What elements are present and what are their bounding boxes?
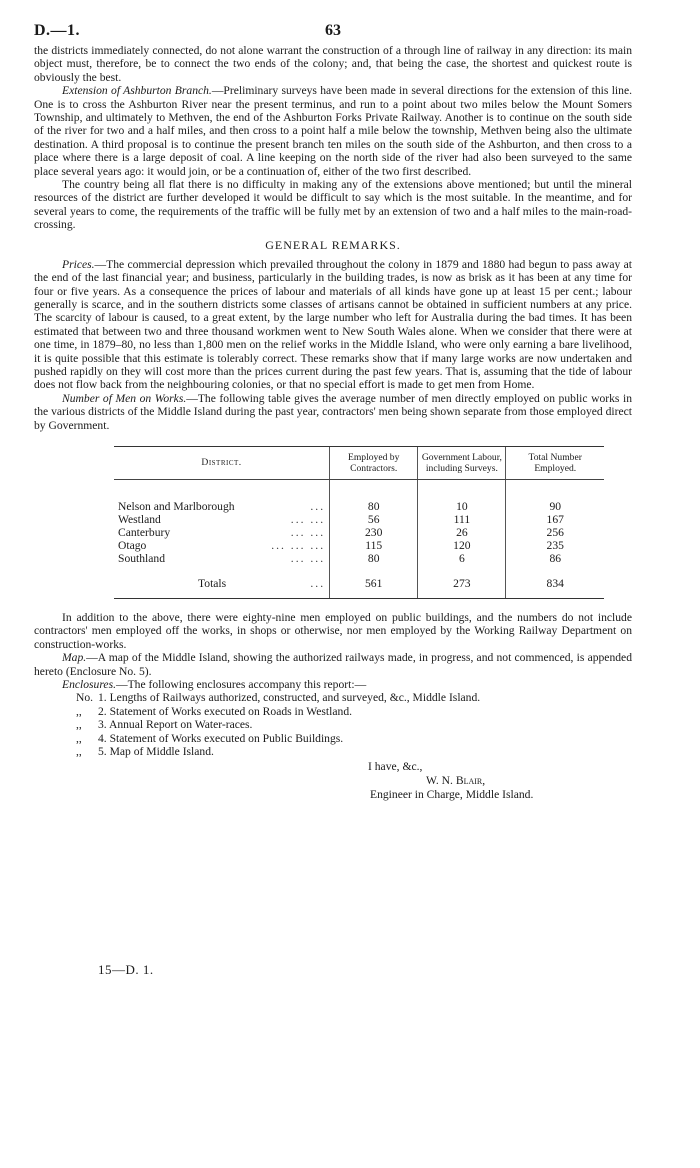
signature-title: Engineer in Charge, Middle Island.: [370, 788, 534, 802]
page-footer: 15—D. 1.: [98, 962, 154, 977]
paragraph-map: [34, 651, 632, 678]
paragraph-continuation: the districts immediately connected, do not alone warrant the construction of a through line of railway in any direction: its main object must, therefore, be to connect the two ends of the colony; and, that being the case, the shortest and quickest route is obviously the best.: [34, 44, 632, 84]
header-district: District.: [114, 446, 330, 479]
total-value: 86: [506, 552, 604, 565]
paragraph-country: The country being all flat there is no difficulty in making any of the extensions above mentioned; but until the mineral resources of the district are further developed it would be difficult to say which is the most suitable. In the meantime, and for several years to come, the requirements of the traffic will be fully met by an extension of two and a half miles to the main-road-crossing.: [34, 178, 632, 232]
leader-dots: ... ...: [290, 525, 326, 539]
enclosure-item: [34, 705, 632, 718]
table-row: [114, 500, 604, 513]
contractors-value: 56: [330, 513, 418, 526]
header-total: Total Number Employed.: [506, 446, 604, 479]
total-value: 235: [506, 539, 604, 552]
government-value: 120: [418, 539, 506, 552]
page-header: [34, 22, 632, 44]
signature-salutation: I have, &c.,: [368, 760, 423, 774]
paragraph-extension: [34, 84, 632, 178]
enclosure-item: [34, 691, 632, 704]
paragraph-enclosures: [34, 678, 632, 691]
total-value: 167: [506, 513, 604, 526]
enclosures-lead: Enclosures.: [62, 678, 116, 691]
enclosure-item: [34, 745, 632, 758]
paragraph-number-men: [34, 392, 632, 432]
number-men-lead: Number of Men on Works.: [62, 391, 187, 405]
prices-text: —The commercial depression which prevailed throughout the colony in 1879 and 1880 had begun to pass away at the end of the last financial year; and business, particularly in the building trades, is now as brisk as it has been at any time for four or five years. As a consequence the prices of labour and materials of all kinds have gone up at least 15 per cent.; labour generally is scarce, and in the southern districts some classes of artisans cannot be obtained in sufficient numbers at any price. The scarcity of labour is caused, to a great extent, by the large number who left for Australia during the bad times. It has been estimated that between two and three thousand workmen went to New South Wales alone. When we consider that there were at one time, in 1879–80, no less than 1,800 men on the relief works in the Middle Island, who were only earning a bare livelihood, it is quite possible that this estimate is tolerably correct. These remarks show that if many large works are now undertaken and pushed rapidly on they will cost more than the prices current during the past few years. That is, assuming that the tide of labour does not flow back from the neighbouring colonies, or that no special effort is made to get men from Home.: [34, 257, 632, 392]
government-value: 6: [418, 552, 506, 565]
enclosure-text: 3. Annual Report on Water-races.: [98, 718, 253, 732]
enclosures-text: —The following enclosures accompany this report:—: [116, 678, 367, 691]
table-header-row: [114, 446, 604, 479]
enclosure-mark: No.: [76, 691, 94, 705]
table-row: [114, 526, 604, 539]
document-reference: D.—1.: [34, 22, 81, 39]
table-row: [114, 552, 604, 565]
extension-lead: Extension of Ashburton Branch.: [62, 84, 212, 98]
employment-table-wrapper: [114, 446, 604, 599]
grand-total: 834: [506, 577, 604, 599]
table-row: [114, 539, 604, 552]
map-lead: Map.: [62, 651, 87, 665]
contractors-value: 230: [330, 526, 418, 539]
government-value: 111: [418, 513, 506, 526]
enclosure-item: [34, 732, 632, 745]
table-row: [114, 513, 604, 526]
row-district-cell: [114, 500, 330, 513]
district-name: Canterbury: [118, 525, 171, 539]
leader-dots: ...: [310, 576, 326, 590]
government-value: 10: [418, 500, 506, 513]
total-value: 256: [506, 526, 604, 539]
total-value: 90: [506, 500, 604, 513]
document-page: [34, 22, 632, 802]
paragraph-prices: [34, 258, 632, 392]
district-name: Otago: [118, 538, 147, 552]
header-government: Government Labour, including Surveys.: [418, 446, 506, 479]
enclosure-mark: ,,: [76, 718, 82, 732]
employment-table: [114, 446, 604, 599]
enclosure-text: 4. Statement of Works executed on Public Buildings.: [98, 731, 344, 745]
district-name: Nelson and Marlborough: [118, 499, 235, 513]
prices-lead: Prices.: [62, 257, 95, 271]
enclosure-mark: ,,: [76, 745, 82, 759]
enclosure-mark: ,,: [76, 704, 82, 718]
enclosures-section: [34, 678, 632, 758]
extension-text: —Preliminary surveys have been made in several directions for the extension of this line. One is to cross the Ashburton River near the present terminus, and run to a point about two miles below the Mount Somers Township, and ultimately to Methven, the end of the Ashburton Forks Private Railway. Another is to continue on the south side of the river for two and a half miles, and then cross to a point half a mile below the township, Methven being also the ultimate destination. A third proposal is to continue the present branch ten miles on the south side of the Ashburton, and then cross to a place where there is a large deposit of coal. A line keeping on the north side of the river had also been surveyed to the same place several years ago: it would join, or be a continuation of, either of the two first described.: [34, 84, 632, 178]
paragraph-addition: In addition to the above, there were eighty-nine men employed on public buildings, and the numbers do not include contractors' men employed off the works, in shops or otherwise, nor men employed by the Working Railway Department on construction-works.: [34, 610, 632, 651]
enclosure-item: [34, 718, 632, 731]
row-district-cell: [114, 526, 330, 539]
leader-dots: ... ... ...: [271, 538, 326, 552]
enclosure-mark: ,,: [76, 731, 82, 745]
section-heading: GENERAL REMARKS.: [265, 237, 401, 252]
district-name: Southland: [118, 551, 166, 565]
enclosure-text: 2. Statement of Works executed on Roads in Westland.: [98, 704, 353, 718]
leader-dots: ... ...: [290, 512, 326, 526]
number-men-text: —The following table gives the average number of men directly employed on public works in the various districts of the Middle Island during the past year, contractors' men being shown separate from those employed direct by Government.: [34, 391, 633, 432]
leader-dots: ...: [310, 499, 326, 513]
contractors-value: 80: [330, 552, 418, 565]
signature-block: [34, 760, 632, 802]
page-number: 63: [325, 22, 341, 39]
map-text: —A map of the Middle Island, showing the authorized railways made, in progress, and not commenced, is appended hereto (Enclosure No. 5).: [34, 651, 632, 678]
totals-label: Totals: [198, 576, 227, 590]
enclosure-text: 5. Map of Middle Island.: [98, 745, 214, 759]
signature-name: W. N. Blair,: [426, 774, 486, 788]
row-district-cell: [114, 552, 330, 565]
contractors-value: 80: [330, 500, 418, 513]
totals-label-cell: [114, 577, 330, 599]
header-contractors: Employed by Contractors.: [330, 446, 418, 479]
totals-row: [114, 577, 604, 599]
row-district-cell: [114, 513, 330, 526]
contractors-total: 561: [330, 577, 418, 599]
leader-dots: ... ...: [290, 551, 326, 565]
government-value: 26: [418, 526, 506, 539]
enclosure-text: 1. Lengths of Railways authorized, constructed, and surveyed, &c., Middle Island.: [98, 691, 481, 705]
district-name: Westland: [118, 512, 161, 526]
government-total: 273: [418, 577, 506, 599]
row-district-cell: [114, 539, 330, 552]
contractors-value: 115: [330, 539, 418, 552]
